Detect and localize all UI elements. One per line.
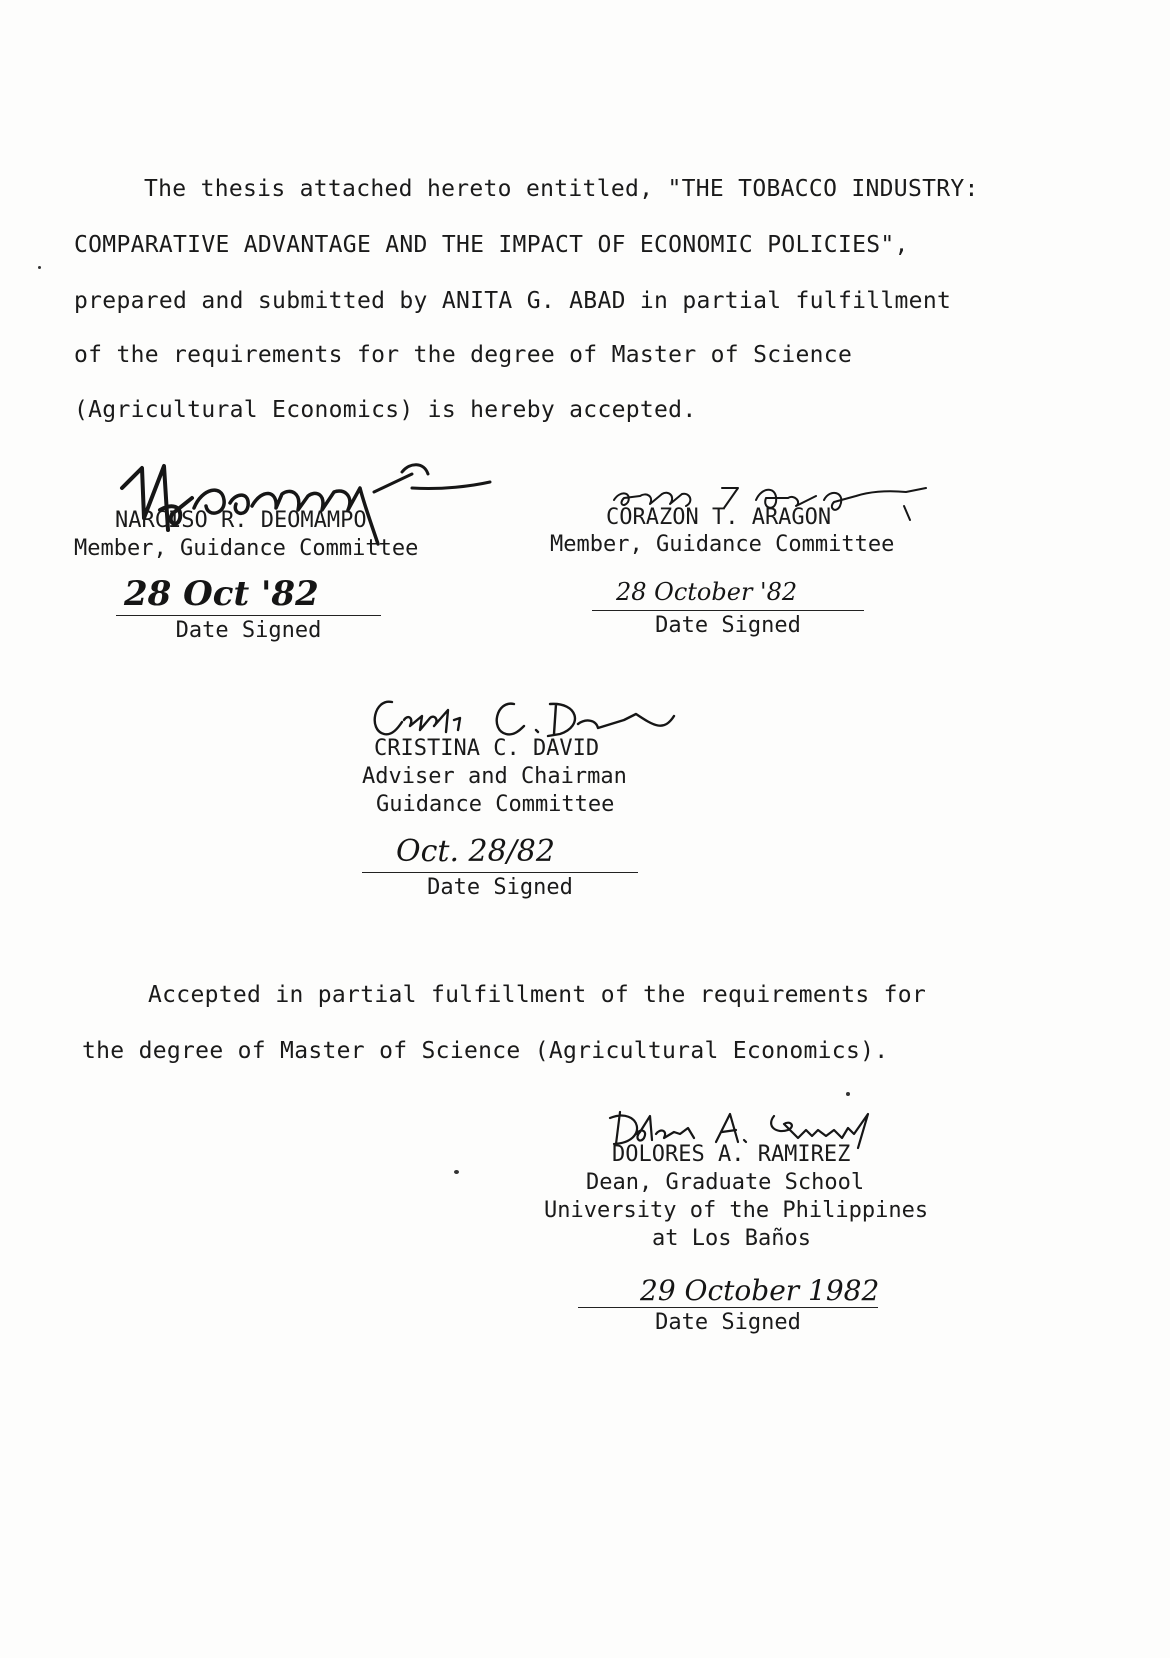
- david-role-line-1: Adviser and Chairman: [362, 764, 627, 789]
- speck: [38, 266, 41, 269]
- ramirez-name: DOLORES A. RAMIREZ: [612, 1142, 851, 1167]
- intro-line-4: of the requirements for the degree of Master of Science: [74, 342, 853, 368]
- ramirez-date-handwritten: 29 October 1982: [640, 1274, 880, 1307]
- aragon-name: CORAZON T. ARAGON: [606, 505, 832, 530]
- speck: [454, 1170, 459, 1174]
- ramirez-role-line-1: Dean, Graduate School: [586, 1170, 865, 1195]
- acceptance-line-1: Accepted in partial fulfillment of the requirements for: [148, 982, 927, 1008]
- intro-line-5: (Agricultural Economics) is hereby accepted.: [74, 397, 697, 423]
- intro-line-2: COMPARATIVE ADVANTAGE AND THE IMPACT OF ECONOMIC POLICIES",: [74, 232, 909, 258]
- david-name: CRISTINA C. DAVID: [374, 736, 600, 761]
- acceptance-line-2: the degree of Master of Science (Agricultural Economics).: [82, 1038, 889, 1064]
- david-date-handwritten: Oct. 28/82: [396, 834, 555, 869]
- intro-line-1: The thesis attached hereto entitled, "THE TOBACCO INDUSTRY:: [144, 176, 979, 202]
- deomampo-role: Member, Guidance Committee: [74, 536, 419, 561]
- aragon-role: Member, Guidance Committee: [550, 532, 895, 557]
- speck: [846, 1092, 850, 1096]
- ramirez-role-line-3: at Los Baños: [652, 1226, 811, 1251]
- deomampo-name: NARCISO R. DEOMAMPO: [115, 508, 367, 533]
- david-date-label: Date Signed: [427, 875, 573, 900]
- intro-line-3: prepared and submitted by ANITA G. ABAD in partial fulfillment: [74, 288, 952, 314]
- ramirez-role-line-2: University of the Philippines: [544, 1198, 929, 1223]
- david-role-line-2: Guidance Committee: [376, 792, 615, 817]
- ramirez-date-label: Date Signed: [655, 1310, 801, 1335]
- deomampo-date-label: Date Signed: [175, 618, 322, 643]
- deomampo-date-handwritten: 28 Oct '82: [124, 574, 319, 614]
- aragon-date-label: Date Signed: [655, 613, 801, 638]
- aragon-date-handwritten: 28 October '82: [616, 578, 798, 606]
